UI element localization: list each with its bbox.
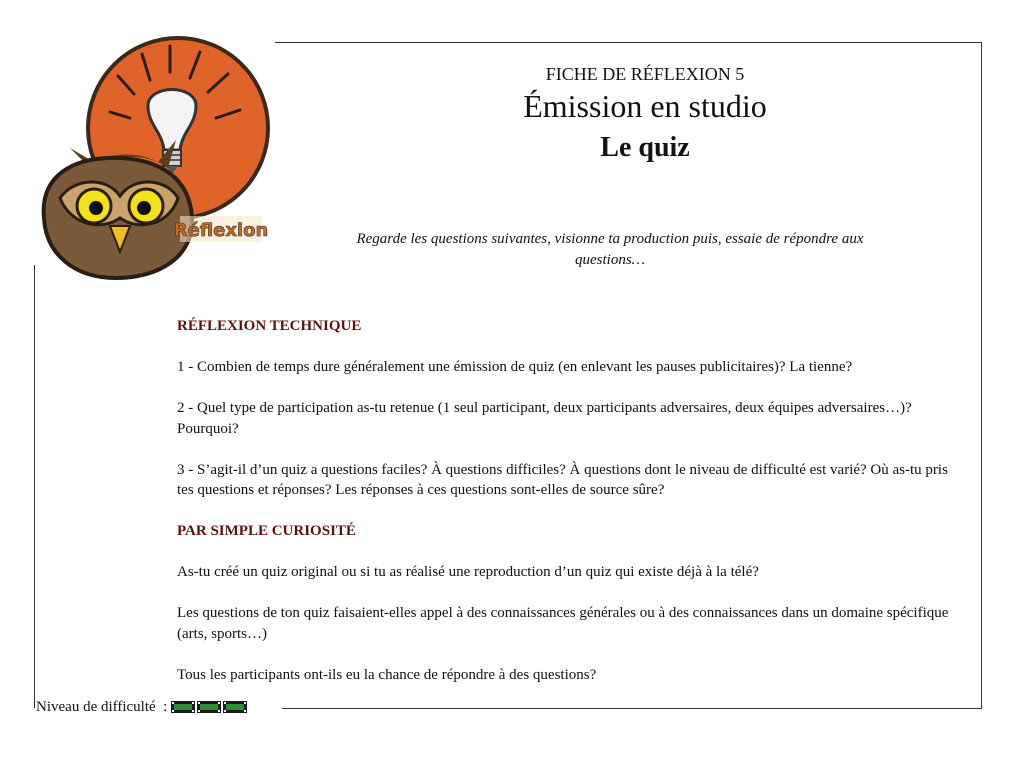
section-heading-technique: RÉFLEXION TECHNIQUE xyxy=(177,318,362,334)
page-subtitle: Le quiz xyxy=(600,132,690,163)
difficulty-level-icons xyxy=(171,700,247,714)
question-technique-3: 3 - S’agit-il d’un quiz a questions faciles? À questions difficiles? À questions dont le niveau de difficulté est varié? Où as-tu pris tes questions et réponses? Les réponses à ces questions sont-elles de source sûre? xyxy=(177,461,948,498)
frame-bottom-border xyxy=(282,708,982,709)
film-reel-icon xyxy=(223,700,247,714)
frame-left-border xyxy=(34,265,35,708)
difficulty-row xyxy=(36,697,247,717)
reflexion-owl-logo xyxy=(30,28,270,283)
question-technique-2: 2 - Quel type de participation as-tu retenue (1 seul participant, deux participants adversaires, deux équipes adversaires…)? Pourquoi? xyxy=(177,400,912,437)
instructions-text: Regarde les questions suivantes, visionne ta production puis, essaie de répondre aux questions… xyxy=(356,231,864,268)
difficulty-label: Niveau de difficulté : xyxy=(36,699,168,715)
frame-top-border xyxy=(275,42,982,43)
question-technique-1: 1 - Combien de temps dure généralement une émission de quiz (en enlevant les pauses publicitaires)? La tienne? xyxy=(177,359,853,375)
question-curiosite-1: As-tu créé un quiz original ou si tu as réalisé une reproduction d’un quiz qui existe déjà à la télé? xyxy=(177,564,759,580)
page-title: Émission en studio xyxy=(523,88,767,124)
logo-badge-text: Réflexion xyxy=(173,220,269,241)
owl-icon xyxy=(44,140,192,278)
film-reel-icon xyxy=(171,700,195,714)
question-curiosite-2: Les questions de ton quiz faisaient-elles appel à des connaissances générales ou à des connaissances dans un domaine spécifique (arts, sports…) xyxy=(177,605,949,642)
section-heading-curiosite: PAR SIMPLE CURIOSITÉ xyxy=(177,523,356,539)
film-reel-icon xyxy=(197,700,221,714)
sheet-kicker: FICHE DE RÉFLEXION 5 xyxy=(545,64,745,84)
questions-body xyxy=(177,316,967,706)
frame-right-border xyxy=(981,42,982,708)
question-curiosite-3: Tous les participants ont-ils eu la chance de répondre à des questions? xyxy=(177,666,597,683)
